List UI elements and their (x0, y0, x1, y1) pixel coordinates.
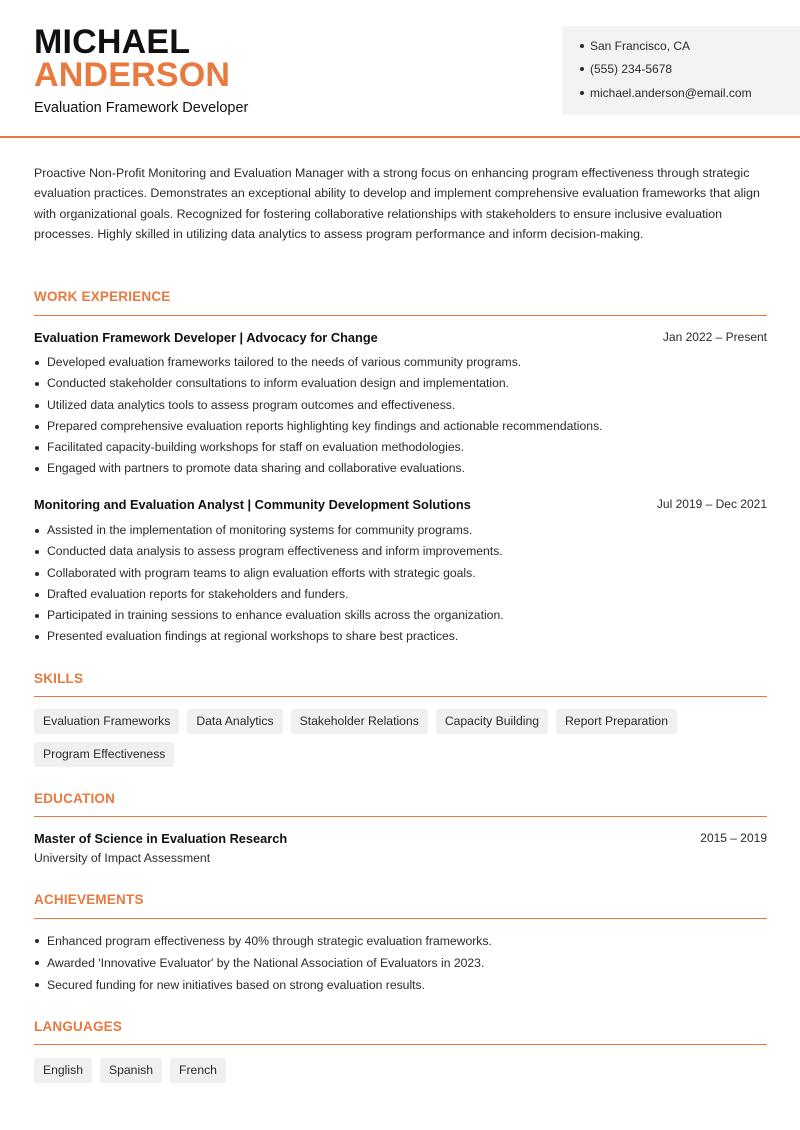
skill-chip: Capacity Building (436, 709, 548, 734)
location-text: San Francisco, CA (590, 39, 691, 53)
list-item: Engaged with partners to promote data sharing and collaborative evaluations. (34, 458, 767, 479)
section-title-experience: WORK EXPERIENCE (34, 289, 171, 304)
bullet-icon (580, 91, 584, 95)
list-item: Awarded 'Innovative Evaluator' by the National Association of Evaluators in 2023. (34, 952, 767, 974)
bullet-icon (580, 67, 584, 71)
list-item: Facilitated capacity-building workshops for staff on evaluation methodologies. (34, 437, 767, 458)
languages-list (34, 1058, 767, 1083)
phone-text: (555) 234-5678 (590, 62, 673, 76)
section-divider (34, 816, 767, 817)
education-degree: Master of Science in Evaluation Research (34, 831, 288, 846)
education-dates: 2015 – 2019 (700, 831, 767, 845)
list-item: Conducted stakeholder consultations to inform evaluation design and implementation. (34, 373, 767, 394)
list-item: Collaborated with program teams to align evaluation efforts with strategic goals. (34, 563, 767, 584)
job-bullets (34, 352, 767, 480)
section-title-education: EDUCATION (34, 791, 116, 806)
achievements-list (34, 930, 767, 996)
section-divider (34, 696, 767, 697)
job-dates: Jul 2019 – Dec 2021 (656, 497, 767, 511)
list-item: Presented evaluation findings at regional workshops to share best practices. (34, 626, 767, 647)
list-item: Conducted data analysis to assess program effectiveness and inform improvements. (34, 541, 767, 562)
skill-chip: Stakeholder Relations (291, 709, 428, 734)
contact-email[interactable] (580, 86, 752, 100)
list-item: Drafted evaluation reports for stakeholders and funders. (34, 584, 767, 605)
education-school: University of Impact Assessment (34, 851, 211, 865)
section-title-skills: SKILLS (34, 671, 84, 686)
job-role: Monitoring and Evaluation Analyst | Community Development Solutions (34, 497, 471, 512)
last-name: ANDERSON (34, 56, 231, 94)
list-item: Assisted in the implementation of monitoring systems for community programs. (34, 520, 767, 541)
job-title: Evaluation Framework Developer (34, 100, 249, 116)
job-dates: Jan 2022 – Present (662, 330, 767, 344)
list-item: Developed evaluation frameworks tailored to the needs of various community programs. (34, 352, 767, 373)
section-divider (34, 315, 767, 316)
professional-summary: Proactive Non-Profit Monitoring and Evaluation Manager with a strong focus on enhancing program effectiveness through strategic evaluation practices. Demonstrates an exceptional ability to develop and implement comprehensive evaluation frameworks that align with organizational goals. Recognized for fostering collaborative relationships with stakeholders to ensure inclusive evaluation processes. Highly skilled in utilizing data analytics to assess program performance and inform decision-making. (34, 166, 760, 242)
skill-chip: Program Effectiveness (34, 742, 174, 767)
language-chip: French (170, 1058, 226, 1083)
skill-chip: Report Preparation (556, 709, 677, 734)
contact-phone (580, 62, 672, 76)
list-item: Enhanced program effectiveness by 40% through strategic evaluation frameworks. (34, 930, 767, 952)
job-bullets (34, 520, 767, 648)
list-item: Utilized data analytics tools to assess program outcomes and effectiveness. (34, 395, 767, 416)
email-text[interactable]: michael.anderson@email.com (590, 86, 752, 100)
skills-list (34, 709, 767, 767)
section-title-achievements: ACHIEVEMENTS (34, 892, 144, 907)
job-header (34, 497, 767, 512)
job-header (34, 330, 767, 345)
resume-header (0, 0, 800, 138)
contact-box (562, 26, 800, 115)
bullet-icon (580, 44, 584, 48)
first-name: MICHAEL (34, 23, 191, 61)
language-chip: English (34, 1058, 92, 1083)
section-divider (34, 918, 767, 919)
list-item: Prepared comprehensive evaluation reports highlighting key findings and actionable recommendations. (34, 416, 767, 437)
skill-chip: Data Analytics (187, 709, 282, 734)
contact-location (580, 39, 690, 53)
section-title-languages: LANGUAGES (34, 1019, 123, 1034)
job-role: Evaluation Framework Developer | Advocacy for Change (34, 330, 378, 345)
section-divider (34, 1044, 767, 1045)
list-item: Secured funding for new initiatives based on strong evaluation results. (34, 974, 767, 996)
language-chip: Spanish (100, 1058, 162, 1083)
skill-chip: Evaluation Frameworks (34, 709, 179, 734)
list-item: Participated in training sessions to enhance evaluation skills across the organization. (34, 605, 767, 626)
